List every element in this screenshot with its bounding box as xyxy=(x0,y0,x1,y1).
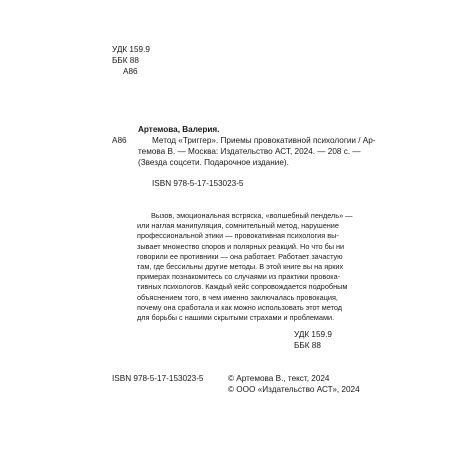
abstract-line: профессиональной этики — провокативная психология вы- xyxy=(137,231,339,241)
record-isbn: ISBN 978-5-17-153023-5 xyxy=(152,179,244,188)
abstract-line: или наглая манипуляция, сомнительный метод, нарушение xyxy=(137,221,339,231)
author-heading: Артемова, Валерия. xyxy=(138,125,220,134)
abstract-line: почему она сработала и как можно использовать этот метод xyxy=(137,302,343,312)
description-line: (Звезда соцсети. Подарочное издание). xyxy=(138,158,289,167)
author-mark: А86 xyxy=(123,67,138,76)
abstract-line: зывает множество споров и полярных реакций. Но что бы ни xyxy=(137,241,345,251)
udk-code: УДК 159.9 xyxy=(112,45,150,54)
bbk-code: ББК 88 xyxy=(112,56,139,65)
udk-code: УДК 159.9 xyxy=(294,330,332,339)
footer-copyrights xyxy=(228,373,360,395)
footer-isbn: ISBN 978-5-17-153023-5 xyxy=(112,374,204,383)
abstract-line: объяснением того, в чем именно заключалась провокация, xyxy=(137,292,338,302)
bbk-code: ББК 88 xyxy=(294,341,321,350)
record-author-mark: А86 xyxy=(112,136,127,145)
abstract-line: говорили ее противники — она работает. Работает зачастую xyxy=(137,251,343,261)
description-line: темова В. — Москва: Издательство АСТ, 2024. — 208 с. — xyxy=(138,147,361,156)
copyright-publisher: © ООО «Издательство АСТ», 2024 xyxy=(228,385,360,394)
bibliographic-description xyxy=(138,135,376,168)
bottom-classification-codes xyxy=(294,329,332,351)
description-line: Метод «Триггер». Приемы провокативной психологии / Ар- xyxy=(152,136,376,145)
abstract-line: Вызов, эмоциональная встряска, «волшебный пендель» — xyxy=(151,211,353,220)
copyright-author: © Артемова В., текст, 2024 xyxy=(228,374,330,383)
abstract-line: тивных психологов. Каждый кейс сопровождается подробным xyxy=(137,282,348,292)
abstract xyxy=(137,211,353,323)
abstract-line: примерах познакомитесь со случаями из практики провока- xyxy=(137,272,341,282)
top-classification-codes xyxy=(112,44,150,77)
abstract-line: там, где бессильны другие методы. В этой книге вы на ярких xyxy=(137,262,344,272)
abstract-line: для борьбы с нашими скрытыми страхами и проблемами. xyxy=(137,313,335,323)
